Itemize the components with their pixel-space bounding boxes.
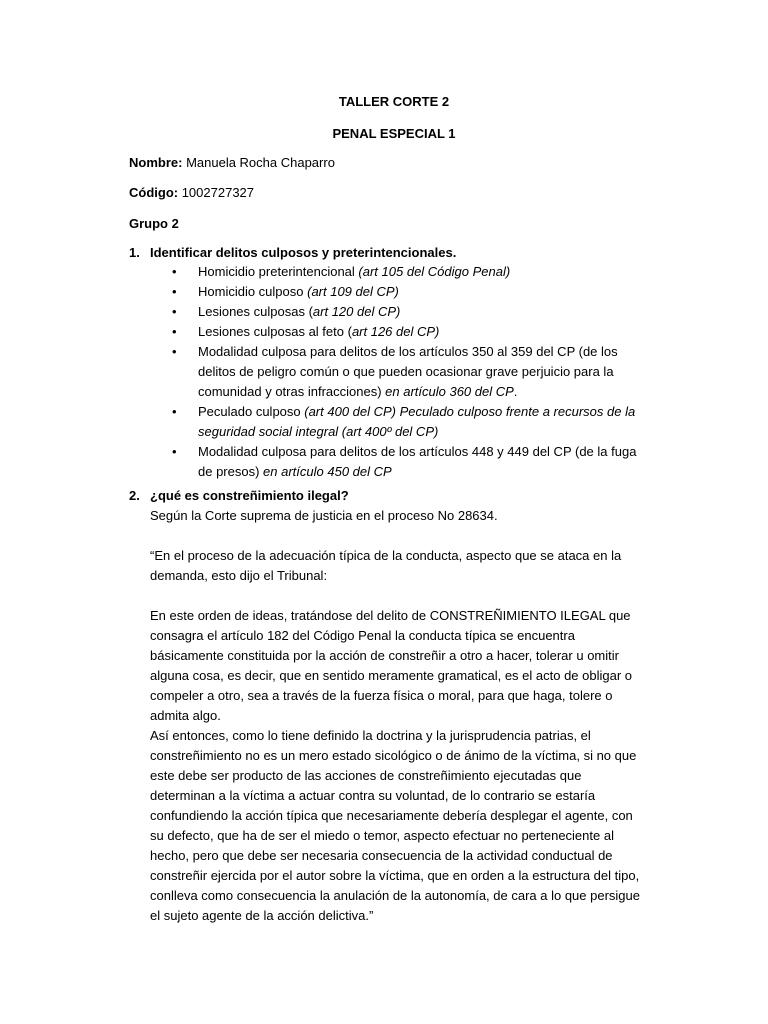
question-1-text: Identificar delitos culposos y preterintencionales.	[150, 245, 457, 260]
list-item: • Homicidio preterintencional (art 105 del Código Penal)	[172, 262, 642, 282]
name-label: Nombre:	[129, 155, 183, 170]
name-value: Manuela Rocha Chaparro	[182, 155, 335, 170]
group-line: Grupo 2	[129, 216, 179, 231]
bullet-icon: •	[172, 284, 177, 299]
list-item: • Lesiones culposas al feto (art 126 del CP)	[172, 322, 642, 342]
code-label: Código:	[129, 185, 179, 200]
bullet-icon: •	[172, 404, 177, 419]
list-item: • Modalidad culposa para delitos de los artículos 350 al 359 del CP (de los delitos de peligro común o que pueden ocasionar grave perjuicio para la comunidad y otras infracciones) en artículo 360 del CP.	[172, 344, 618, 399]
question-1-number: 1.	[129, 245, 140, 260]
list-item: • Modalidad culposa para delitos de los artículos 448 y 449 del CP (de la fuga de presos) en artículo 450 del CP	[172, 444, 637, 479]
quote-paragraph-1: “En el proceso de la adecuación típica de la conducta, aspecto que se ataca en la demanda, esto dijo el Tribunal:	[150, 548, 622, 583]
quote-paragraph-2: En este orden de ideas, tratándose del delito de CONSTREÑIMIENTO ILEGAL que consagra el artículo 182 del Código Penal la conducta típica se encuentra básicamente constituida por la acción de constreñir a otro a hacer, tolerar u omitir alguna cosa, es decir, que en sentido meramente gramatical, es el acto de obligar o compeler a otro, sea a través de la fuerza física o moral, para que haga, tolere o admita algo.	[150, 608, 633, 723]
code-line	[129, 183, 254, 203]
question-2-number: 2.	[129, 488, 140, 503]
bullet-icon: •	[172, 264, 177, 279]
document-subtitle: PENAL ESPECIAL 1	[332, 126, 456, 141]
question-2-text: ¿qué es constreñimiento ilegal?	[150, 488, 349, 503]
bullet-icon: •	[172, 304, 177, 319]
quote-paragraph-3: Así entonces, como lo tiene definido la doctrina y la jurisprudencia patrias, el constreñimiento no es un mero estado sicológico o de ánimo de la víctima, si no que este debe ser producto de las acciones de constreñimiento ejecutadas que determinan a la víctima a actuar contra su voluntad, de lo contrario se estaría confundiendo la acción típica que necesariamente debería desplegar el agente, con su defecto, que ha de ser el miedo o temor, aspecto efectuar no perteneciente al hecho, pero que debe ser necesaria consecuencia de la actividad conductual de constreñir ejercida por el autor sobre la víctima, que en orden a la estructura del tipo, conlleva como consecuencia la anulación de la autonomía, de cara a lo que persigue el sujeto agente de la acción delictiva.”	[150, 728, 640, 923]
code-value: 1002727327	[178, 185, 255, 200]
bullet-icon: •	[172, 344, 177, 359]
document-title: TALLER CORTE 2	[338, 94, 450, 109]
list-item: • Homicidio culposo (art 109 del CP)	[172, 282, 642, 302]
list-item: • Peculado culposo (art 400 del CP) Peculado culposo frente a recursos de la seguridad social integral (art 400º del CP)	[172, 404, 636, 439]
bullet-icon: •	[172, 444, 177, 459]
bullet-icon: •	[172, 324, 177, 339]
list-item: • Lesiones culposas (art 120 del CP)	[172, 302, 642, 322]
question-2-source: Según la Corte suprema de justicia en el proceso No 28634.	[150, 508, 498, 523]
name-line	[129, 153, 335, 173]
question-1-list	[172, 262, 642, 482]
